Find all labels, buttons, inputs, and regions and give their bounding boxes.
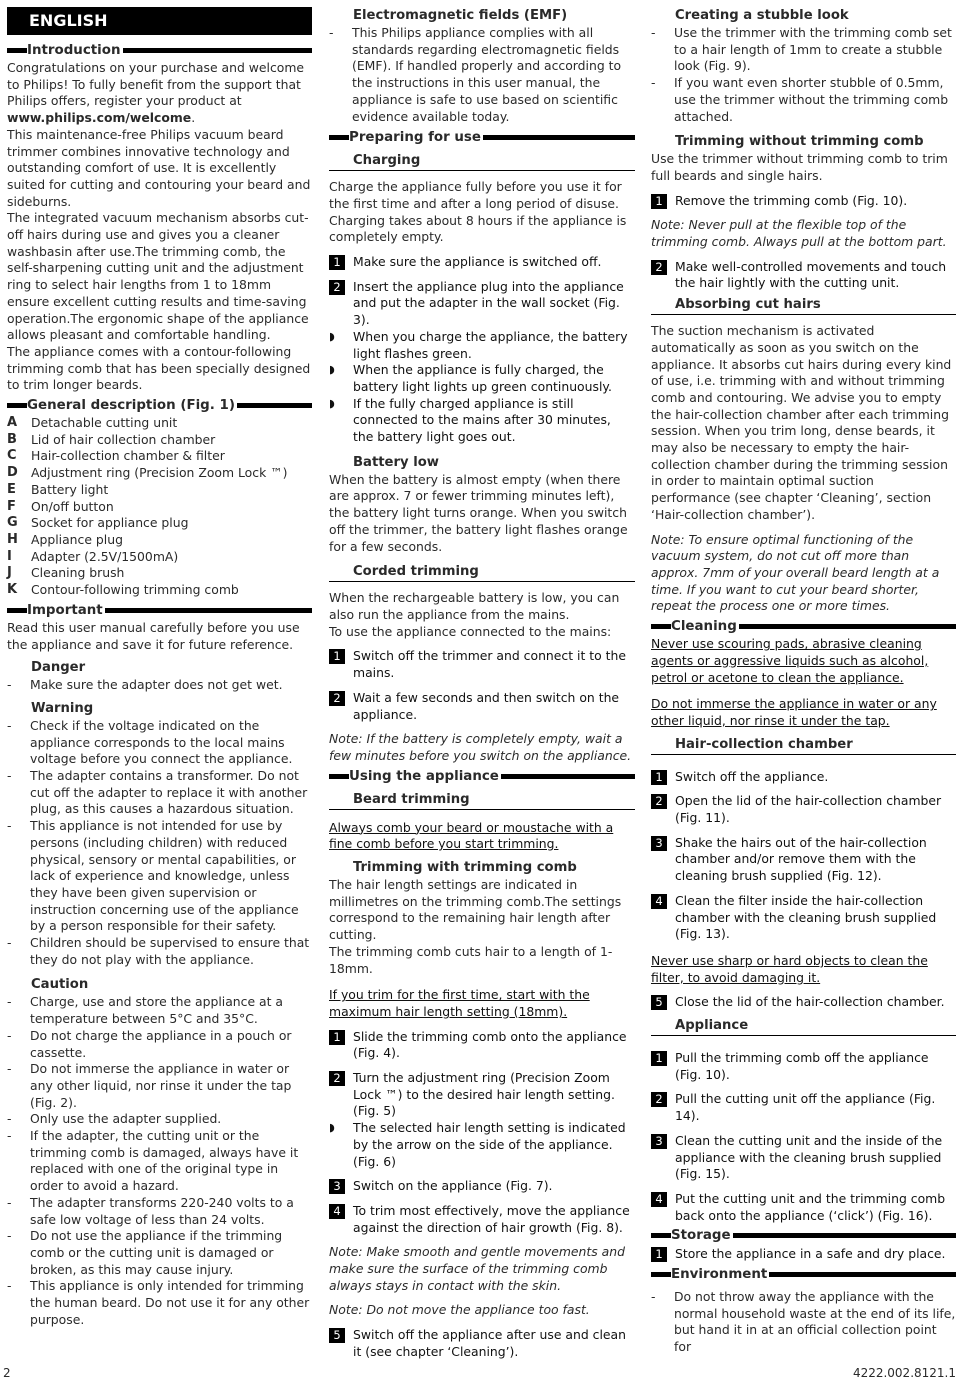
page-number: 2 — [3, 1366, 11, 1380]
section-heading: Introduction — [7, 42, 312, 59]
step: 3 Switch on the appliance (Fig. 7). — [329, 1178, 635, 1195]
subheading: Warning — [31, 700, 94, 716]
parts-list-item: D Adjustment ring (Precision Zoom Lock ™) — [7, 465, 288, 481]
intro-paragraph: The appliance comes with a contour-following trimming comb that has been specially designed to trim longer beards. — [7, 343, 311, 393]
arrow-list — [329, 329, 635, 446]
dash-list — [7, 677, 312, 694]
step: 2 Open the lid of the hair-collection chamber (Fig. 11). — [651, 793, 956, 826]
parts-list-item: A Detachable cutting unit — [7, 415, 178, 431]
dash-list-item: - Use the trimmer with the trimming comb set to a hair length of 1mm to create a stubble look (Fig. 9). — [651, 25, 952, 74]
step: 5 Switch off the appliance after use and clean it (see chapter ‘Cleaning’). — [329, 1327, 635, 1360]
step: 1 Remove the trimming comb (Fig. 10). — [651, 193, 956, 210]
parts-list-item: C Hair-collection chamber & filter — [7, 448, 225, 464]
note: Note: Do not move the appliance too fast. — [329, 1302, 590, 1318]
dash-list — [7, 994, 312, 1328]
subheading: Hair-collection chamber — [651, 736, 956, 755]
parts-list-item: G Socket for appliance plug — [7, 515, 189, 531]
note: Note: Make smooth and gentle movements and make sure the surface of the trimming comb always stays in contact with the skin. — [329, 1244, 625, 1293]
battery-paragraph: When the battery is almost empty (when there are approx. 7 or fewer trimming minutes left), the battery light turns orange. When you switch off the trimmer, the battery light flashes orange for a few seconds. — [329, 471, 628, 554]
step: 4 Clean the filter inside the hair-collection chamber with the cleaning brush supplied (Fig. 13). — [651, 893, 956, 943]
absorb-paragraph: The suction mechanism is activated automatically as soon as you switch on the appliance. It absorbs cut hairs during every kind of use, i.e. trimming with and without trimming comb and contouring. We advise you to empty the hair-collection chamber after each trimming session. When you trim long, dense beards, it may also be necessary to empty the hair-collection chamber during the trimming session in order to maintain optimal suction performance (see chapter ‘Cleaning’, section ‘Hair-collection chamber’). — [651, 323, 952, 522]
dash-list-item: - Children should be supervised to ensure that they do not play with the appliance. — [7, 935, 310, 967]
dash-list-item: - Check if the voltage indicated on the appliance corresponds to the local mains voltage before you connect the appliance. — [7, 717, 293, 767]
dash-list-item: - Only use the adapter supplied. — [7, 1111, 222, 1127]
dash-list-item: - Do not charge the appliance in a pouch or cassette. — [7, 1027, 292, 1060]
underlined-warning: If you trim for the first time, start with the maximum hair length setting (18mm). — [329, 987, 590, 1019]
section-heading: Cleaning — [651, 618, 956, 635]
step: 2 Make well-controlled movements and touch the hair lightly with the cutting unit. — [651, 259, 956, 292]
section-heading: Storage — [651, 1227, 956, 1244]
step: 2 Wait a few seconds and then switch on the appliance. — [329, 690, 635, 723]
arrow-item: ◗ If the fully charged appliance is still connected to the mains after 30 minutes, the battery light goes out. — [329, 395, 611, 445]
step: 3 Clean the cutting unit and the inside of the appliance with the cleaning brush supplied (Fig. 15). — [651, 1133, 956, 1183]
step: 1 Switch off the appliance. — [651, 769, 956, 786]
underlined-warning: Always comb your beard or moustache with a fine comb before you start trimming. — [329, 819, 614, 852]
step: 4 To trim most effectively, move the appliance against the direction of hair growth (Fig. 8). — [329, 1203, 635, 1236]
note: Note: To ensure optimal functioning of the vacuum system, do not cut off more than approx. 7mm of your overall beard length at a time. If you want to cut your beard shorter, repeat the process one or more times. — [651, 531, 940, 614]
dash-list-item: - Do not immerse the appliance in water or any other liquid, nor rinse it under the tap (Fig. 2). — [7, 1061, 292, 1110]
column-2 — [329, 0, 635, 1361]
subheading: Absorbing cut hairs — [651, 296, 956, 315]
charging-paragraph: Charge the appliance fully before you use it for the first time and after a long period of disuse. Charging takes about 8 hours if the appliance is completely empty. — [329, 179, 627, 245]
subheading: Electromagnetic fields (EMF) — [353, 8, 568, 23]
subheading: Trimming with trimming comb — [353, 860, 577, 876]
twc-paragraph: The hair length settings are indicated in millimetres on the trimming comb.The settings correspond to the remaining hair length after cutting. — [329, 877, 622, 943]
section-heading: Preparing for use — [329, 129, 635, 146]
column-1 — [7, 0, 312, 1329]
dash-list-item: - This Philips appliance complies with all standards regarding electromagnetic fields (EMF). If handled properly and according to the instructions in this user manual, the appliance is safe to use based on scientific evidence available today. — [329, 25, 622, 124]
dash-list — [651, 25, 956, 125]
step: 1 Pull the trimming comb off the appliance (Fig. 10). — [651, 1050, 956, 1083]
step: 3 Shake the hairs out of the hair-collection chamber and/or remove them with the cleaning brush supplied (Fig. 12). — [651, 835, 956, 885]
twc-paragraph: The trimming comb cuts hair to a length of 1-18mm. — [329, 943, 613, 976]
corded-paragraph: When the rechargeable battery is low, you can also run the appliance from the mains. — [329, 590, 620, 622]
subheading: Trimming without trimming comb — [675, 134, 924, 150]
step: 2 Pull the cutting unit off the appliance (Fig. 14). — [651, 1091, 956, 1124]
subheading: Corded trimming — [329, 563, 635, 582]
section-heading: Important — [7, 602, 312, 619]
important-paragraph: Read this user manual carefully before you use the appliance and save it for future reference. — [7, 619, 300, 652]
dash-list-item: - Do not use the appliance if the trimming comb or the cutting unit is damaged or broken, as this may cause injury. — [7, 1228, 283, 1277]
step: 2 Insert the appliance plug into the appliance and put the adapter in the wall socket (Fig. 3). — [329, 279, 635, 329]
subheading: Creating a stubble look — [675, 8, 849, 23]
section-heading: General description (Fig. 1) — [7, 397, 312, 414]
dash-list-item: - If you want even shorter stubble of 0.5mm, use the trimmer without the trimming comb attached. — [651, 75, 949, 124]
dash-list-item: - This appliance is not intended for use by persons (including children) with reduced physical, sensory or mental capabilities, or lack of experience and knowledge, unless they have been given supervision or instruction concerning use of the appliance by a person responsible for their safety. — [7, 818, 299, 934]
step: 1 Slide the trimming comb onto the appliance (Fig. 4). — [329, 1029, 635, 1062]
step: 1 Store the appliance in a safe and dry place. — [651, 1246, 956, 1263]
parts-list-item: K Contour-following trimming comb — [7, 582, 239, 598]
dash-list-item: - This appliance is only intended for trimming the human beard. Do not use it for any other purpose. — [7, 1278, 310, 1327]
section-heading: Environment — [651, 1266, 956, 1283]
arrow-item: ◗ The selected hair length setting is indicated by the arrow on the side of the appliance. (Fig. 6) — [329, 1120, 626, 1169]
parts-list-item: H Appliance plug — [7, 531, 123, 547]
step: 1 Switch off the trimmer and connect it to the mains. — [329, 648, 635, 681]
dash-list-item: - Do not throw away the appliance with the normal household waste at the end of its life, but hand it in at an official collection point for — [651, 1289, 956, 1355]
arrow-item: ◗ When the appliance is fully charged, the battery light lights up green continuously. — [329, 362, 612, 394]
intro-paragraph: Congratulations on your purchase and welcome to Philips! To fully benefit from the support that Philips offers, register your product at www.philips.com/welcome. — [7, 60, 305, 126]
section-heading: Using the appliance — [329, 768, 635, 785]
register-link[interactable]: www.philips.com/welcome — [7, 110, 192, 126]
step: 2 Turn the adjustment ring (Precision Zoom Lock ™) to the desired hair length setting. (Fig. 5) — [329, 1070, 635, 1120]
parts-list-item: F On/off button — [7, 498, 114, 514]
underlined-warning: Never use scouring pads, abrasive cleaning agents or aggressive liquids such as alcohol, petrol or acetone to clean the appliance. — [651, 636, 929, 685]
corded-paragraph: To use the appliance connected to the mains: — [329, 623, 612, 639]
parts-list-item: J Cleaning brush — [7, 565, 125, 581]
parts-list-item: B Lid of hair collection chamber — [7, 431, 216, 447]
intro-paragraph: This maintenance-free Philips vacuum beard trimmer combines innovative technology and outstanding comfort of use. It is excellently suited for cutting and contouring your beard and sideburns. — [7, 126, 311, 209]
step: 4 Put the cutting unit and the trimming comb back onto the appliance (‘click’) (Fig. 16). — [651, 1191, 956, 1224]
subheading: Charging — [329, 152, 635, 171]
arrow-item: ◗ When you charge the appliance, the battery light flashes green. — [329, 328, 628, 361]
column-3 — [651, 0, 956, 1356]
dash-list-item: - Charge, use and store the appliance at a temperature between 5°C and 35°C. — [7, 994, 284, 1027]
dash-list — [7, 718, 312, 969]
language-banner: ENGLISH — [7, 7, 312, 35]
subheading: Beard trimming — [329, 791, 635, 810]
dash-list-item: - If the adapter, the cutting unit or the trimming comb is damaged, always have it replaced with one of the original type in order to avoid a hazard. — [7, 1128, 299, 1194]
dash-list — [651, 1289, 956, 1356]
note: Note: Never pull at the flexible top of the trimming comb. Always pull at the bottom part. — [651, 217, 947, 250]
subheading: Battery low — [353, 454, 439, 470]
step: 1 Make sure the appliance is switched off. — [329, 254, 635, 271]
parts-list — [7, 415, 312, 599]
note: Note: If the battery is completely empty, wait a few minutes before you switch on the appliance. — [329, 731, 632, 763]
parts-list-item: I Adapter (2.5V/1500mA) — [7, 548, 179, 564]
dash-list-item: - Make sure the adapter does not get wet. — [7, 677, 283, 693]
intro-paragraph: The integrated vacuum mechanism absorbs cut-off hairs during use and gives you a cleaner washbasin after use.The trimming comb, the self-sharpening cutting unit and the adjustment ring to select hair lengths from 1 to 18mm ensure excellent cutting results and time-saving operation.The ergonomic shape of the appliance allows pleasant and comfortable handling. — [7, 210, 309, 343]
dash-list — [329, 25, 635, 125]
subheading: Appliance — [651, 1017, 956, 1036]
step: 5 Close the lid of the hair-collection chamber. — [651, 994, 956, 1011]
dash-list-item: - The adapter contains a transformer. Do not cut off the adapter to replace it with another plug, as this causes a hazardous situation. — [7, 768, 308, 817]
underlined-warning: Do not immerse the appliance in water or any other liquid, nor rinse it under the tap. — [651, 696, 937, 728]
subheading: Danger — [31, 660, 86, 676]
underlined-warning: Never use sharp or hard objects to clean the filter, to avoid damaging it. — [651, 952, 928, 985]
subheading: Caution — [31, 977, 89, 993]
parts-list-item: E Battery light — [7, 481, 109, 497]
document-code: 4222.002.8121.1 — [852, 1366, 956, 1380]
two-paragraph: Use the trimmer without trimming comb to trim full beards and single hairs. — [651, 151, 948, 183]
dash-list-item: - The adapter transforms 220-240 volts to a safe low voltage of less than 24 volts. — [7, 1194, 294, 1227]
